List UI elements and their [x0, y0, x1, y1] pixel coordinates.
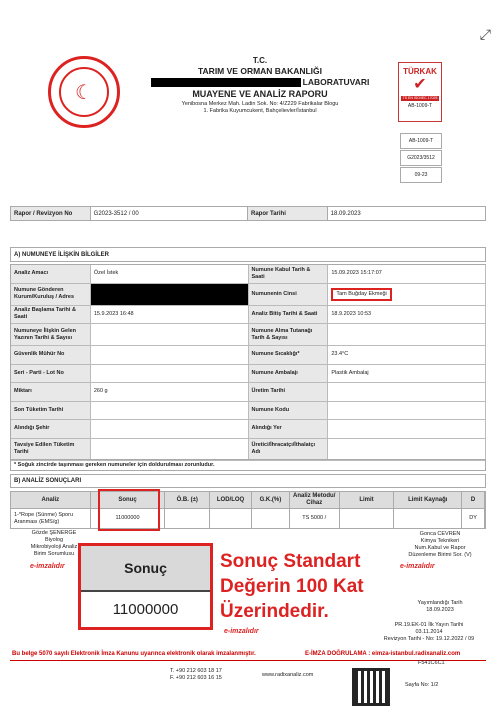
row-value	[328, 402, 486, 420]
table-row	[11, 402, 486, 421]
callout-line: Sonuç Standart	[220, 551, 361, 572]
left-esign-stamp: e-imzalıdır	[30, 563, 65, 570]
header-address	[140, 101, 380, 115]
callout-line: Üzerindedir.	[220, 601, 329, 622]
col-ob: Ö.B. (±)	[165, 492, 210, 508]
footer-phone: T. +90 212 603 18 17	[170, 668, 222, 674]
result-lod	[210, 509, 252, 528]
footer-law-text: Bu belge 5070 sayılı Elektronik İmza Kanunu uyarınca elektronik olarak imzalanmıştır.	[12, 651, 256, 657]
table-row	[11, 284, 486, 306]
header-report-title: MUAYENE VE ANALİZ RAPORU	[192, 89, 328, 99]
tarih-value: 18.09.2023	[330, 210, 361, 217]
footer-divider	[10, 660, 486, 661]
annotation-callout	[220, 549, 364, 624]
row-label: Numune Kodu	[249, 402, 329, 420]
footer-phones	[170, 668, 222, 682]
crescent-star-icon: ☾	[59, 67, 109, 117]
rapor-value: G2023-3512 / 00	[91, 207, 248, 220]
row-label: Numune Gönderen Kurum/Kuruluş / Adres	[11, 284, 91, 305]
form-info-line: Revizyon Tarihi - No: 19.12.2022 / 09	[383, 636, 475, 642]
row-value	[328, 383, 486, 401]
result-zoom-callout	[78, 543, 213, 630]
publish-date-block	[395, 600, 485, 614]
row-value	[91, 365, 249, 383]
table-row	[11, 346, 486, 365]
ref-box-2: G2023/3512	[400, 150, 442, 166]
center-esign-stamp: e-imzalıdır	[224, 628, 259, 635]
row-label: Miktarı	[11, 383, 91, 401]
zoom-value: 11000000	[112, 601, 179, 618]
footer-website[interactable]: www.radixanaliz.com	[262, 672, 314, 678]
row-value	[328, 439, 486, 460]
row-label: Analiz Başlama Tarihi & Saati	[11, 306, 91, 324]
row-value	[328, 420, 486, 438]
ministry-seal-logo	[48, 56, 120, 128]
footer-verify-link[interactable]: E-İMZA DOĞRULAMA : eimza-istanbul.radixanaliz.com	[305, 651, 461, 657]
row-value	[91, 439, 249, 460]
col-analiz: Analiz	[11, 492, 91, 508]
col-lod: LOD/LOQ	[210, 492, 252, 508]
row-label: Üretici/İhracatçı/İthalatçı Adı	[249, 439, 329, 460]
footer-page-number: Sayfa No: 1/2	[405, 682, 439, 688]
row-value: Özel İstek	[91, 265, 249, 283]
result-gk	[252, 509, 290, 528]
turkak-accreditation-logo	[398, 62, 442, 122]
report-header	[140, 56, 380, 115]
results-row	[10, 509, 486, 529]
callout-line: Değerin 100 Kat	[220, 576, 364, 597]
sample-info-table	[10, 264, 486, 461]
rapor-label: Rapor / Revizyon No	[11, 207, 91, 220]
footer-verify-code: F541C6C1	[418, 660, 445, 666]
results-header-row	[10, 491, 486, 509]
result-limit-source	[394, 509, 462, 528]
ref-box-3: 09-23	[400, 167, 442, 183]
header-ministry: TARIM VE ORMAN BAKANLIĞI	[197, 66, 323, 76]
table-row	[11, 439, 486, 461]
header-lab-suffix: LABORATUVARI	[302, 77, 370, 87]
expand-icon[interactable]: ⤢	[479, 26, 491, 42]
row-value: 18.9.2023 10:53	[328, 306, 486, 324]
col-limit: Limit	[340, 492, 395, 508]
header-address-1: Yenibosna Merkez Mah. Ladin Sok. No: 4/Z229 Fabrikalar Blogu	[181, 101, 339, 107]
turkak-code: AB-1009-T	[407, 103, 433, 109]
form-info-line: 03.11.2014	[415, 629, 443, 635]
result-sonuc: 11000000	[91, 509, 166, 528]
table-row	[11, 420, 486, 439]
col-gk: G.K.(%)	[252, 492, 290, 508]
form-info-block	[372, 622, 486, 643]
ref-box-1: AB-1009-T	[400, 133, 442, 149]
row-value-sample-type	[328, 284, 486, 305]
header-address-2: 1. Fabrika Kuyumcukent, Bahçelievler/İstanbul	[203, 108, 317, 114]
tarih-label: Rapor Tarihi	[248, 207, 328, 220]
row-label: Analiz Bitiş Tarihi & Saati	[249, 306, 329, 324]
row-value: 23.4°C	[328, 346, 486, 364]
row-label: Son Tüketim Tarihi	[11, 402, 91, 420]
left-signer-name: Gözde ŞENERGE	[31, 530, 77, 536]
right-signer-title: Düzenleme Birimi Sor. (V)	[408, 552, 472, 558]
row-value	[91, 324, 249, 345]
result-highlight-box	[98, 489, 160, 531]
result-method: TS 5000 /	[290, 509, 340, 528]
table-row	[11, 265, 486, 284]
report-info-row	[10, 206, 486, 221]
left-signer-title: Biyolog	[44, 537, 64, 543]
result-limit	[340, 509, 395, 528]
zoom-header: Sonuç	[81, 546, 210, 592]
row-label: Seri - Parti - Lot No	[11, 365, 91, 383]
checkmark-icon: ✔	[413, 76, 427, 93]
table-row	[11, 383, 486, 402]
row-label: Analiz Amacı	[11, 265, 91, 283]
result-ob	[165, 509, 210, 528]
row-value	[91, 420, 249, 438]
row-label: Numune Sıcaklığı*	[249, 346, 329, 364]
row-label: Güvenlik Mühür No	[11, 346, 91, 364]
table-row	[11, 365, 486, 384]
result-analiz: 1-*Rope (Sünme) Sporu Aranması (EMS/g)	[11, 509, 91, 528]
form-info-line: PR.19.EK-01 İlk Yayın Tarihi	[394, 622, 464, 628]
col-limit-source: Limit Kaynağı	[394, 492, 462, 508]
publish-date-value: 18.09.2023	[426, 607, 454, 613]
col-method: Analiz Metodu/ Cihaz	[290, 492, 340, 508]
cold-chain-note: * Soğuk zincirde taşınması gereken numuneler için doldurulması zorunludur.	[10, 459, 486, 471]
left-signer-title: Birim Sorumlusu	[33, 551, 75, 557]
table-row	[11, 324, 486, 346]
right-esign-stamp: e-imzalıdır	[400, 563, 435, 570]
row-label: Alındığı Yer	[249, 420, 329, 438]
result-d: DY	[462, 509, 485, 528]
col-sonuc: Sonuç	[91, 492, 166, 508]
redacted-sender	[91, 284, 249, 305]
right-signer-name: Gonca CEVREN	[419, 531, 461, 537]
turkak-band: TS EN ISO/IEC 17025	[402, 96, 438, 100]
row-label: Üretim Tarihi	[249, 383, 329, 401]
section-a-title: A) NUMUNEYE İLİŞKİN BİLGİLER	[10, 247, 486, 262]
redacted-block	[151, 78, 301, 87]
right-signature-block	[396, 531, 484, 559]
table-row	[11, 306, 486, 325]
row-value: 260 g	[91, 383, 249, 401]
col-d: D	[462, 492, 485, 508]
right-signer-title: Num.Kabul ve Rapor	[414, 545, 466, 551]
footer-fax: F. +90 212 603 16 15	[170, 675, 222, 681]
row-value: Plastik Ambalaj	[328, 365, 486, 383]
row-label: Numune Ambalajı	[249, 365, 329, 383]
left-signer-title: Mikrobiyoloji Analiz	[30, 544, 78, 550]
header-lab	[140, 77, 380, 87]
row-label: Numune Alma Tutanağı Tarih & Sayısı	[249, 324, 329, 345]
row-label: Alındığı Şehir	[11, 420, 91, 438]
row-value	[91, 346, 249, 364]
qr-code-icon	[352, 668, 390, 706]
row-label: Numuneye İlişkin Gelen Yazının Tarihi & Sayısı	[11, 324, 91, 345]
header-tc: T.C.	[252, 56, 268, 65]
row-value: 15.9.2023 16:48	[91, 306, 249, 324]
right-signer-title: Kimya Teknikeri	[420, 538, 460, 544]
row-value	[328, 324, 486, 345]
row-label: Numunenin Cinsi	[249, 284, 329, 305]
publish-date-label: Yayımlandığı Tarih	[417, 600, 463, 606]
section-b-title: B) ANALİZ SONUÇLARI	[10, 474, 486, 488]
row-value: 15.09.2023 15:17:07	[328, 265, 486, 283]
row-label: Numune Kabul Tarih & Saati	[249, 265, 329, 283]
turkak-logo-text: TÜRKAK	[403, 67, 437, 76]
row-label: Tavsiye Edilen Tüketim Tarihi	[11, 439, 91, 460]
sample-type-highlight: Tam Buğday Ekmeği	[331, 288, 391, 301]
row-value	[91, 402, 249, 420]
